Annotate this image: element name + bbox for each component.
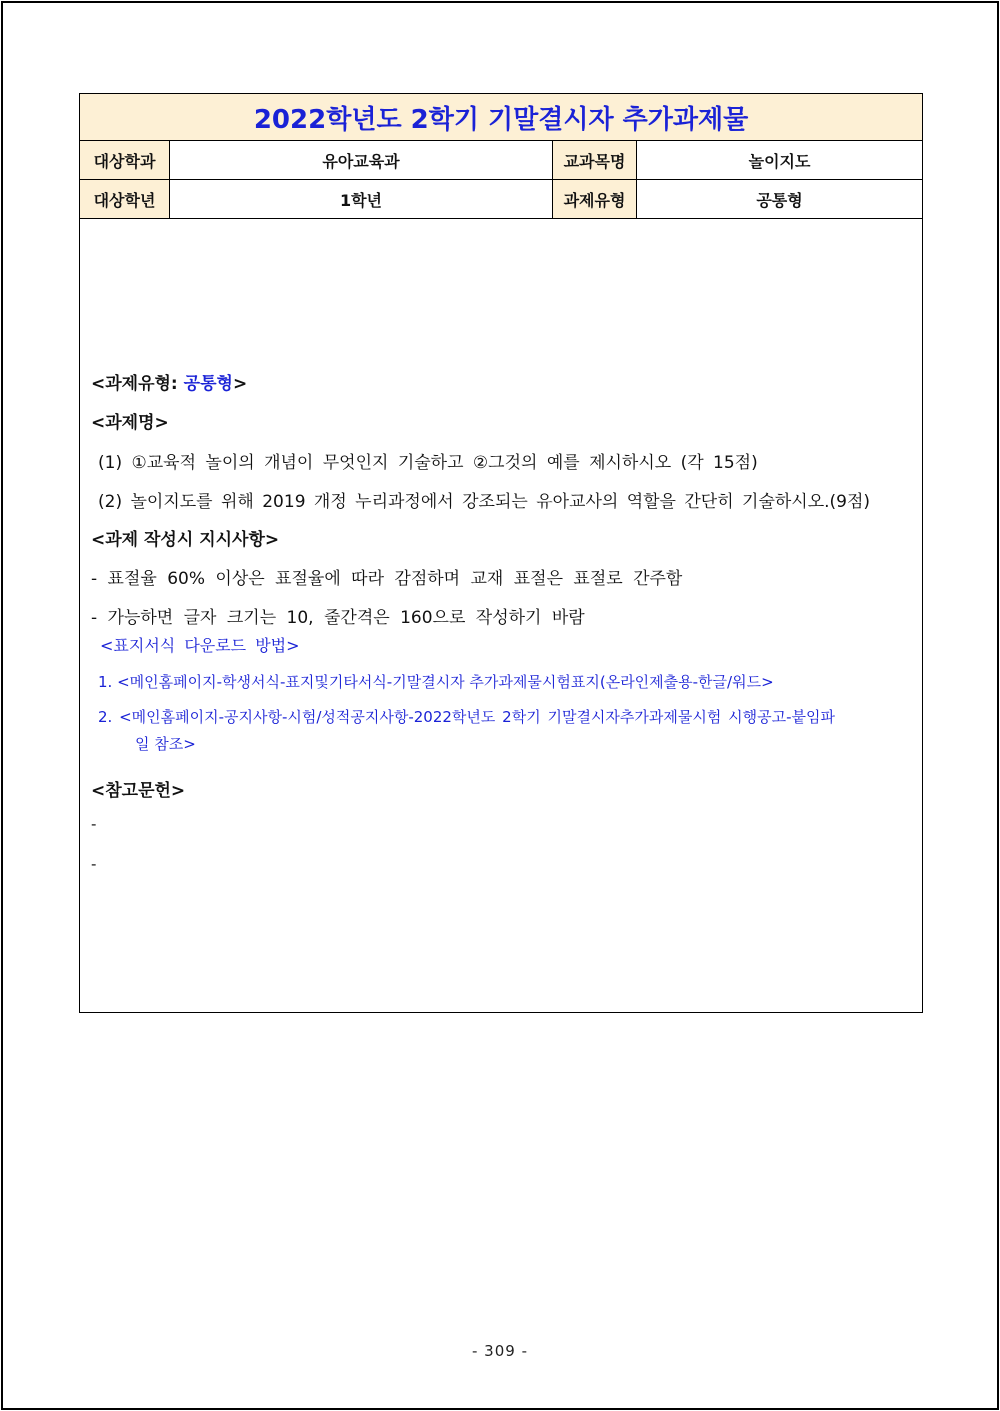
download-item-1: 1. <메인홈페이지-학생서식-표지및기타서식-기말결시자 추가과제물시험표지(온라인제출용-한글/워드>	[98, 673, 774, 691]
dept-value: 유아교육과	[170, 141, 553, 180]
type-value: 공통형	[637, 180, 923, 219]
instruction-2: - 가능하면 글자 크기는 10, 줄간격은 160으로 작성하기 바람	[91, 608, 585, 628]
download-item-2: 2. <메인홈페이지-공지사항-시험/성적공지사항-2022학년도 2학기 기말결시자추가과제물시험 시행공고-붙임파	[98, 708, 835, 726]
download-heading: <표지서식 다운로드 방법>	[100, 636, 300, 655]
instructions-heading: <과제 작성시 지시사항>	[91, 530, 280, 550]
question-1: (1) ①교육적 놀이의 개념이 무엇인지 기술하고 ②그것의 예를 제시하시오 (각 15점)	[98, 453, 758, 473]
dept-label: 대상학과	[80, 141, 170, 180]
document-title: 2022학년도 2학기 기말결시자 추가과제물	[80, 94, 923, 141]
assignment-body	[80, 219, 923, 1013]
reference-1: -	[91, 815, 97, 833]
course-label: 교과목명	[553, 141, 637, 180]
assignment-type-suffix: >	[232, 374, 248, 394]
assignment-name-heading: <과제명>	[91, 413, 169, 433]
assignment-type-heading	[91, 369, 247, 394]
assignment-type-prefix: <과제유형:	[91, 374, 184, 394]
page-number: - 309 -	[472, 1342, 528, 1360]
question-2: (2) 놀이지도를 위해 2019 개정 누리과정에서 강조되는 유아교사의 역할을 간단히 기술하시오.(9점)	[98, 492, 871, 512]
references-heading: <참고문헌>	[91, 781, 186, 801]
assignment-type-value: 공통형	[183, 374, 233, 394]
year-label: 대상학년	[80, 180, 170, 219]
assignment-form	[79, 93, 923, 1013]
instruction-1: - 표절율 60% 이상은 표절율에 따라 감점하며 교재 표절은 표절로 간주함	[91, 569, 683, 589]
course-value: 놀이지도	[637, 141, 923, 180]
download-item-2-continued: 일 참조>	[135, 735, 196, 753]
year-value: 1학년	[170, 180, 553, 219]
reference-2: -	[91, 855, 97, 873]
type-label: 과제유형	[553, 180, 637, 219]
